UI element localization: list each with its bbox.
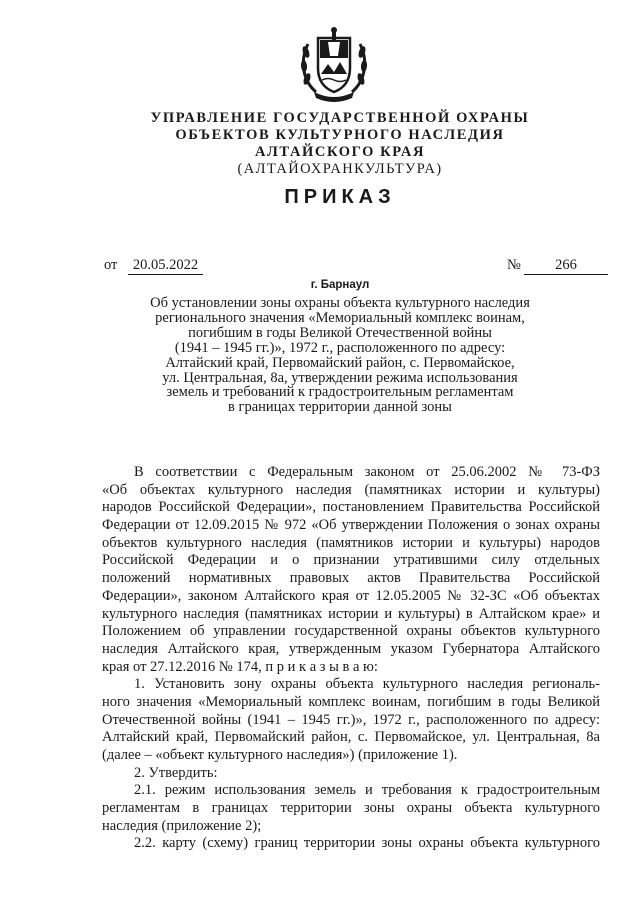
org-short-name: (АЛТАЙОХРАНКУЛЬТУРА) (237, 161, 443, 177)
body-text-line: культурного наследия (памятниках истории и культуры) в Алтайском крае» и (102, 605, 600, 622)
document-number: 266 (524, 257, 608, 275)
body-text-line: регламентам в границах территории зоны охраны объекта культурного (102, 800, 600, 817)
body-text-line: Федерации», законом Алтайского края от 12.05.2005 № 32-ЗС «Об объектах (102, 587, 600, 604)
subject-line: регионального значения «Мемориальный комплекс воинам, (155, 309, 525, 326)
body-text-line: В соответствии с Федеральным законом от 25.06.2002 № 73-ФЗ (134, 464, 600, 480)
subject-line: Алтайский край, Первомайский район, с. Первомайское, (165, 354, 515, 371)
document-body (102, 464, 600, 853)
body-text-line: 2. Утвердить: (134, 764, 218, 781)
body-text-line: Алтайский край, Первомайский район, с. Первомайское, ул. Центральная, 8а (102, 729, 600, 746)
body-text-line: ного значения «Мемориальный комплекс воинам, погибшим в годы Великой (102, 693, 600, 710)
body-text-line: 2.2. карту (схему) границ территории зоны охраны объекта культурного (134, 835, 600, 852)
body-text-line: наследия (приложение 2); (102, 817, 262, 834)
date-label: от (104, 257, 118, 273)
body-text-line: народов Российской Федерации», постановлением Правительства Российской (102, 499, 600, 516)
organization-name (120, 110, 560, 178)
subject-line: земель и требований к градостроительным регламентам (166, 384, 514, 401)
body-text-line: (далее – «объект культурного наследия») (приложение 1). (102, 747, 458, 763)
body-text-line: наследия Алтайского края, утвержденным указом Губернатора Алтайского (102, 640, 600, 657)
org-line-3: АЛТАЙСКОГО КРАЯ (254, 144, 426, 160)
subject-line: погибшим в годы Великой Отечественной войны (188, 324, 492, 341)
subject-line: в границах территории данной зоны (228, 399, 452, 416)
subject-line: ул. Центральная, 8а, утверждении режима использования (162, 369, 518, 386)
body-text-line: «Об объектах культурного наследия (памятниках истории и культуры) (102, 481, 600, 498)
city-name: г. Барнаул (310, 279, 370, 291)
body-text-line: Отечественной войны (1941 – 1945 гг.)», 1972 г., расположенного по адресу: (102, 711, 600, 728)
document-date: 20.05.2022 (128, 257, 203, 275)
document-type-title: ПРИКАЗ (284, 186, 396, 208)
body-text-line: Российской Федерации и о признании утратившими силу отдельных (102, 552, 600, 569)
body-text-line: Федерации от 12.09.2015 № 972 «Об утверждении Положения о зонах охраны (102, 517, 600, 534)
subject-line: (1941 – 1945 гг.)», 1972 г., расположенного по адресу: (174, 339, 506, 356)
body-text-line: объектов культурного наследия (памятников истории и культуры) народов (102, 534, 600, 551)
body-text-line: 2.1. режим использования земель и требования к градостроительным (134, 782, 600, 799)
subject-line: Об установлении зоны охраны объекта культурного наследия (150, 295, 530, 311)
body-text-line: Положением об управлении государственной охраны объектов культурного (102, 623, 600, 640)
coat-of-arms-icon (298, 22, 370, 106)
document-subject (130, 296, 550, 415)
org-line-1: УПРАВЛЕНИЕ ГОСУДАРСТВЕННОЙ ОХРАНЫ (150, 110, 530, 126)
body-text-line: края от 27.12.2016 № 174, п р и к а з ы в а ю: (102, 658, 378, 675)
number-label: № (507, 257, 521, 273)
body-text-line: положений нормативных правовых актов Правительства Российской (102, 570, 600, 587)
org-line-2: ОБЪЕКТОВ КУЛЬТУРНОГО НАСЛЕДИЯ (175, 127, 505, 143)
body-text-line: 1. Установить зону охраны объекта культурного наследия региональ- (134, 676, 600, 693)
